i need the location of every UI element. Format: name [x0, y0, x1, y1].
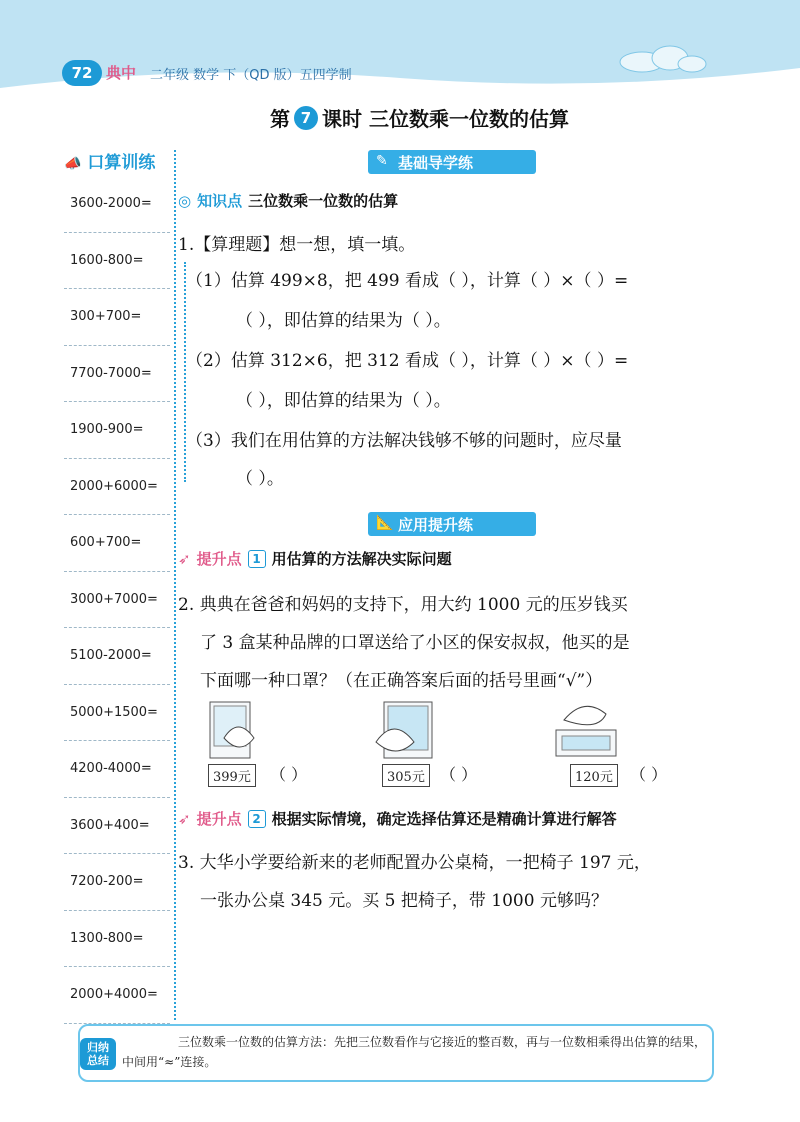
oral-item: 1900-900= — [64, 402, 170, 459]
oral-item: 7700-7000= — [64, 346, 170, 403]
q1-3-line1: （3）我们在用估算的方法解决钱够不够的问题时，应尽量 — [186, 431, 622, 451]
q2-line1: 2. 典典在爸爸和妈妈的支持下，用大约 1000 元的压岁钱买 — [178, 595, 628, 615]
target-icon: ◎ — [178, 191, 192, 210]
banner-application: 📐 应用提升练 — [368, 512, 536, 536]
mask-box-2-image — [374, 698, 440, 764]
ruler-icon: 📐 — [376, 515, 394, 531]
column-divider — [174, 150, 176, 1020]
mask-box-1-image — [204, 698, 270, 764]
point2: ➶ 提升点 2 根据实际情境，确定选择估算还是精确计算进行解答 — [178, 809, 617, 828]
oral-training-label: 📣 口算训练 — [64, 153, 156, 173]
oral-item: 5100-2000= — [64, 628, 170, 685]
q1-2-line1: （2）估算 312×6，把 312 看成（ ），计算（ ）×（ ）= — [186, 351, 629, 371]
knowledge-point: ◎ 知识点 三位数乘一位数的估算 — [178, 191, 399, 210]
answer-bracket-2[interactable]: （ ） — [440, 765, 478, 784]
rocket-icon: ➶ — [178, 809, 191, 828]
summary-tag: 归纳 总结 — [80, 1038, 116, 1070]
price-tag-2: 305元 — [382, 764, 430, 787]
oral-item: 3600+400= — [64, 798, 170, 855]
oral-item: 2000+4000= — [64, 967, 170, 1024]
q3-line2: 一张办公桌 345 元。买 5 把椅子，带 1000 元够吗？ — [200, 891, 608, 911]
answer-bracket-1[interactable]: （ ） — [270, 765, 308, 784]
answer-bracket-3[interactable]: （ ） — [630, 765, 668, 784]
q2-line2: 了 3 盒某种品牌的口罩送给了小区的保安叔叔，他买的是 — [200, 633, 630, 653]
megaphone-icon: 📣 — [64, 156, 82, 172]
oral-item: 5000+1500= — [64, 685, 170, 742]
banner-basic: ✎ 基础导学练 — [368, 150, 536, 174]
oral-item: 3000+7000= — [64, 572, 170, 629]
oral-item: 3600-2000= — [64, 176, 170, 233]
oral-item: 300+700= — [64, 289, 170, 346]
summary-text: 三位数乘一位数的估算方法：先把三位数看作与它接近的整百数，再与一位数相乘得出估算的结果，中间用“≈”连接。 — [122, 1035, 707, 1069]
q1-1-line1: （1）估算 499×8，把 499 看成（ ），计算（ ）×（ ）= — [186, 271, 629, 291]
oral-item: 2000+6000= — [64, 459, 170, 516]
rocket-icon: ➶ — [178, 549, 191, 568]
lesson-title — [270, 103, 569, 132]
oral-item: 1600-800= — [64, 233, 170, 290]
cloud-icon — [612, 40, 712, 76]
price-tag-3: 120元 — [570, 764, 618, 787]
q1-title: 1.【算理题】想一想，填一填。 — [178, 235, 416, 255]
compass-icon: ✎ — [376, 153, 388, 169]
lesson-number: 7 — [294, 106, 318, 130]
title-prefix: 第 — [270, 107, 290, 131]
oral-item: 7200-200= — [64, 854, 170, 911]
oral-item: 4200-4000= — [64, 741, 170, 798]
q1-2-line2: （ ），即估算的结果为（ ）。 — [236, 391, 451, 411]
q3-line1: 3. 大华小学要给新来的老师配置办公桌椅，一把椅子 197 元， — [178, 853, 651, 873]
oral-item: 1300-800= — [64, 911, 170, 968]
q1-3-line2: （ ）。 — [236, 469, 284, 489]
point1: ➶ 提升点 1 用估算的方法解决实际问题 — [178, 549, 452, 568]
q1-1-line2: （ ），即估算的结果为（ ）。 — [236, 311, 451, 331]
brand-logo: 典中 — [106, 64, 137, 82]
page-number: 72 — [62, 60, 102, 86]
price-tag-1: 399元 — [208, 764, 256, 787]
mask-box-3-image — [554, 700, 620, 762]
q2-line3: 下面哪一种口罩？（在正确答案后面的括号里画“√”） — [200, 671, 603, 691]
oral-training-list — [64, 176, 170, 1024]
oral-item: 600+700= — [64, 515, 170, 572]
book-title: 二年级 数学 下（QD 版）五四学制 — [150, 68, 352, 83]
title-suffix: 课时 三位数乘一位数的估算 — [322, 107, 569, 131]
